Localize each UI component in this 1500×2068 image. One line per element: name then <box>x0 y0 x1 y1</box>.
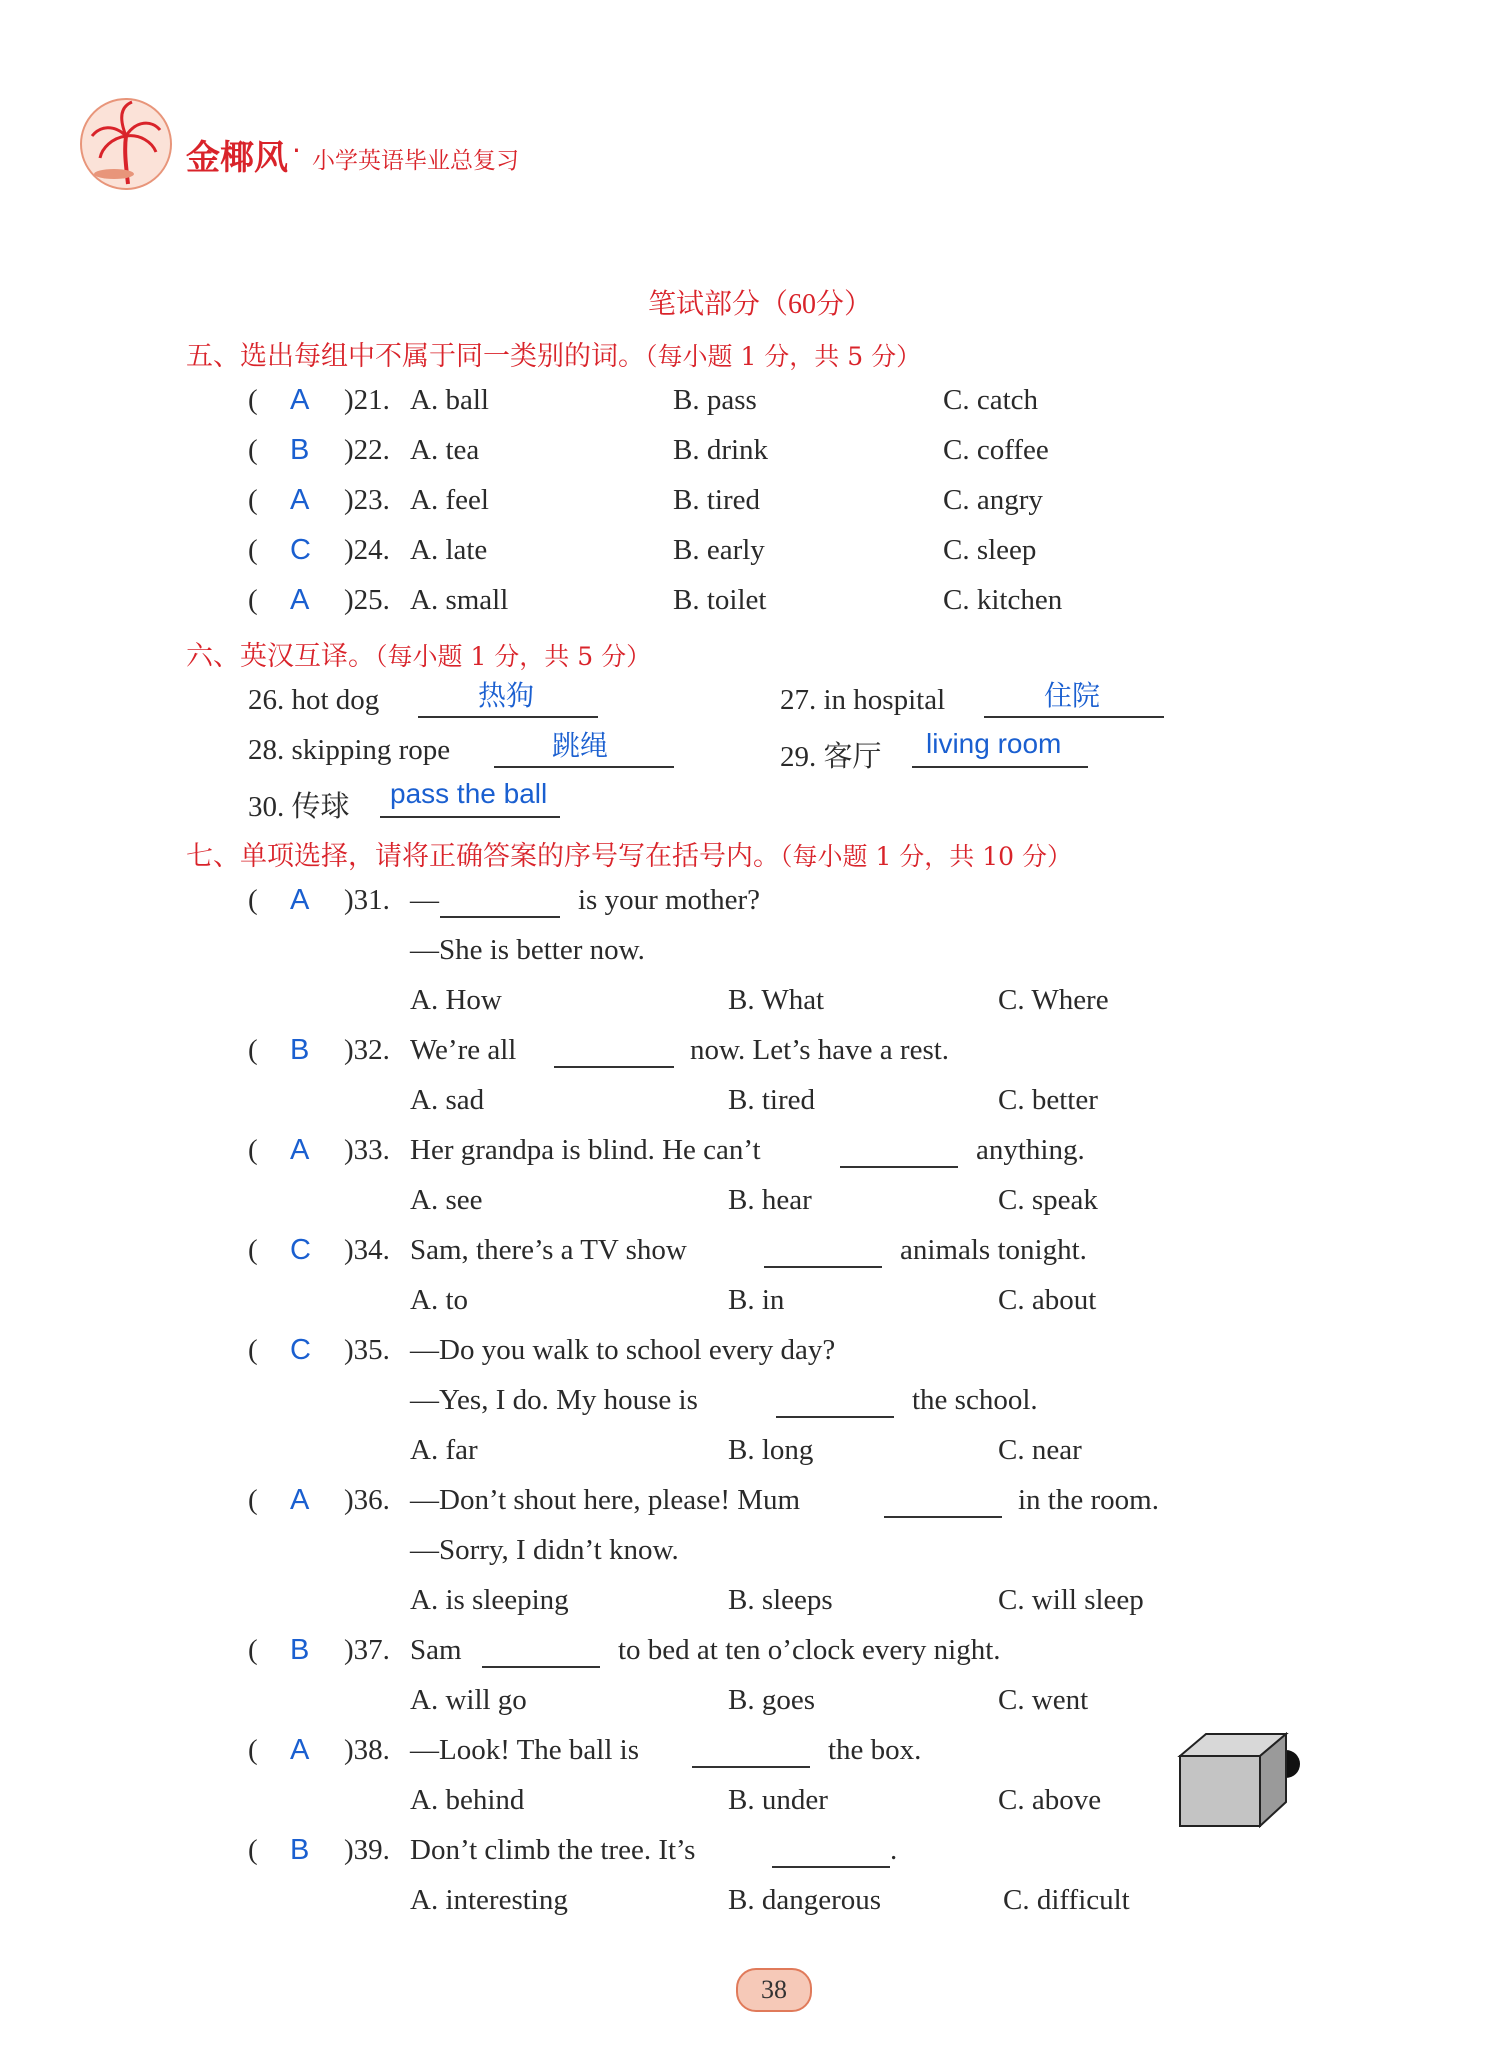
option-c: C. kitchen <box>943 584 1063 616</box>
stem-pre: —Yes, I do. My house is <box>410 1384 698 1416</box>
number: )21. <box>344 384 390 416</box>
translation-29-answer: living room <box>926 728 1062 759</box>
translation-26-label: 26. hot dog <box>248 684 380 716</box>
option-c: C. Where <box>998 984 1109 1016</box>
stem-pre: — <box>410 884 439 916</box>
option-a: A. small <box>410 584 509 616</box>
answer-24: C <box>290 534 311 566</box>
section-title: 六、英汉互译。 <box>186 641 375 672</box>
option-b: B. pass <box>673 384 757 416</box>
answer-23: A <box>290 484 310 516</box>
number: )25. <box>344 584 390 616</box>
option-b: B. early <box>673 534 765 566</box>
stem-pre: —Look! The ball is <box>410 1734 640 1766</box>
number: )23. <box>344 484 390 516</box>
option-c: C. angry <box>943 484 1043 516</box>
stem-line2: —Sorry, I didn’t know. <box>410 1534 679 1566</box>
option-b: B. What <box>728 984 825 1016</box>
brand-name: 金椰风 <box>186 138 288 178</box>
option-a: A. late <box>410 534 488 566</box>
number: )35. <box>344 1334 390 1366</box>
number: )37. <box>344 1634 390 1666</box>
option-b: B. hear <box>728 1184 812 1216</box>
number: )39. <box>344 1834 390 1866</box>
option-b: B. tired <box>728 1084 815 1116</box>
stem-post: animals tonight. <box>900 1234 1087 1266</box>
box-icon <box>1176 1726 1306 1830</box>
stem-post: to bed at ten o’clock every night. <box>618 1634 1001 1666</box>
header-logo <box>78 96 174 192</box>
option-a: A. interesting <box>410 1884 568 1916</box>
stem-post: is your mother? <box>578 884 761 916</box>
translation-30-label: 30. 传球 <box>248 791 350 823</box>
option-b: B. sleeps <box>728 1584 833 1616</box>
section-note: （每小题 1 分，共 5 分） <box>645 342 922 371</box>
section-note: （每小题 1 分，共 5 分） <box>375 642 652 671</box>
option-c: C. speak <box>998 1184 1098 1216</box>
number: )38. <box>344 1734 390 1766</box>
palm-tree-logo-icon <box>78 96 174 192</box>
answer-21: A <box>290 384 310 416</box>
option-b: B. dangerous <box>728 1884 882 1916</box>
number: )32. <box>344 1034 390 1066</box>
translation-28-answer: 跳绳 <box>552 730 609 761</box>
translation-27-label: 27. in hospital <box>780 684 946 716</box>
brand-separator: · <box>292 134 301 167</box>
section-6-heading <box>186 634 651 673</box>
stem-pre: Sam <box>410 1634 462 1666</box>
option-c: C. went <box>998 1684 1089 1716</box>
option-c: C. coffee <box>943 434 1049 466</box>
section-5-heading <box>186 334 921 373</box>
option-c: C. catch <box>943 384 1039 416</box>
stem-pre: Don’t climb the tree. It’s <box>410 1834 696 1866</box>
stem-post: now. Let’s have a rest. <box>690 1034 950 1066</box>
answer-31: A <box>290 884 310 916</box>
number: )31. <box>344 884 390 916</box>
option-a: A. sad <box>410 1084 485 1116</box>
stem-post: . <box>890 1834 898 1866</box>
option-c: C. better <box>998 1084 1098 1116</box>
option-a: A. ball <box>410 384 489 416</box>
option-b: B. under <box>728 1784 828 1816</box>
option-c: C. about <box>998 1284 1097 1316</box>
number: )34. <box>344 1234 390 1266</box>
number: )24. <box>344 534 390 566</box>
answer-35: C <box>290 1334 311 1366</box>
option-a: A. feel <box>410 484 489 516</box>
stem-post: the school. <box>912 1384 1038 1416</box>
translation-30-answer: pass the ball <box>390 778 548 809</box>
stem-line1: —Do you walk to school every day? <box>410 1334 836 1366</box>
answer-22: B <box>290 434 310 466</box>
answer-38: A <box>290 1734 310 1766</box>
option-c: C. near <box>998 1434 1082 1466</box>
translation-29-label: 29. 客厅 <box>780 741 882 773</box>
translation-26-answer: 热狗 <box>478 680 535 711</box>
section-title: 五、选出每组中不属于同一类别的词。 <box>186 341 645 372</box>
option-a: A. to <box>410 1284 468 1316</box>
box-with-ball-illustration <box>1176 1726 1306 1830</box>
option-c: C. above <box>998 1784 1102 1816</box>
option-b: B. drink <box>673 434 769 466</box>
section-note: （每小题 1 分，共 10 分） <box>780 842 1073 871</box>
written-section-title: 笔试部分（60分） <box>648 289 873 320</box>
option-a: A. How <box>410 984 502 1016</box>
option-a: A. will go <box>410 1684 527 1716</box>
stem-post: the box. <box>828 1734 922 1766</box>
translation-28-label: 28. skipping rope <box>248 734 451 766</box>
answer-36: A <box>290 1484 310 1516</box>
option-c: C. will sleep <box>998 1584 1144 1616</box>
answer-37: B <box>290 1634 310 1666</box>
option-a: A. is sleeping <box>410 1584 569 1616</box>
answer-32: B <box>290 1034 310 1066</box>
section-7-heading <box>186 834 1072 873</box>
option-c: C. sleep <box>943 534 1037 566</box>
brand-subtitle: 小学英语毕业总复习 <box>312 148 519 174</box>
option-b: B. in <box>728 1284 785 1316</box>
option-a: A. behind <box>410 1784 525 1816</box>
section-title: 七、单项选择，请将正确答案的序号写在括号内。 <box>186 841 780 872</box>
stem-pre: Sam, there’s a TV show <box>410 1234 687 1266</box>
option-b: B. toilet <box>673 584 767 616</box>
answer-25: A <box>290 584 310 616</box>
number: )22. <box>344 434 390 466</box>
answer-33: A <box>290 1134 310 1166</box>
number: )33. <box>344 1134 390 1166</box>
option-c: C. difficult <box>1003 1884 1130 1916</box>
translation-27-answer: 住院 <box>1044 680 1101 711</box>
option-a: A. see <box>410 1184 483 1216</box>
page-number: 38 <box>736 1968 812 2012</box>
answer-34: C <box>290 1234 311 1266</box>
stem-post: in the room. <box>1018 1484 1159 1516</box>
option-b: B. goes <box>728 1684 815 1716</box>
stem-pre: —Don’t shout here, please! Mum <box>410 1484 801 1516</box>
option-b: B. tired <box>673 484 760 516</box>
option-a: A. far <box>410 1434 478 1466</box>
option-b: B. long <box>728 1434 814 1466</box>
stem-post: anything. <box>976 1134 1085 1166</box>
answer-39: B <box>290 1834 310 1866</box>
number: )36. <box>344 1484 390 1516</box>
stem-line2: —She is better now. <box>410 934 645 966</box>
stem-pre: Her grandpa is blind. He can’t <box>410 1134 761 1166</box>
stem-pre: We’re all <box>410 1034 517 1066</box>
option-a: A. tea <box>410 434 480 466</box>
